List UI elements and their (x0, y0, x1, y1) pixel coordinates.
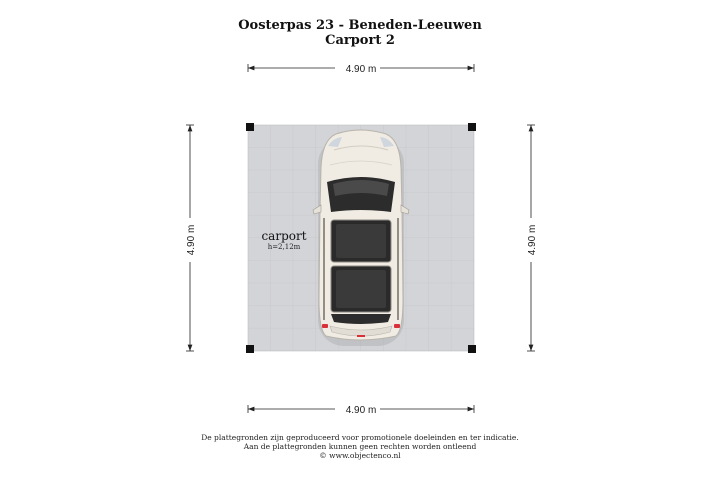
dimension-left (186, 125, 197, 351)
disclaimer-line-1: De plattegronden zijn geproduceerd voor promotionele doeleinden en ter indicatie. (201, 433, 519, 442)
column-bottom-right (468, 345, 476, 353)
dimension-left-label: 4.90 m (186, 224, 197, 256)
column-top-right (468, 123, 476, 131)
room-name: carport (261, 229, 307, 243)
dimension-right (527, 125, 538, 351)
column-bottom-left (246, 345, 254, 353)
dimension-bottom (248, 405, 474, 416)
dimension-top-label: 4.90 m (345, 64, 377, 75)
dimension-top (248, 64, 474, 75)
plan-subtitle: Carport 2 (325, 33, 395, 48)
copyright-line: © www.objectenco.nl (319, 451, 401, 460)
dimension-bottom-label: 4.90 m (345, 405, 377, 416)
disclaimer-line-2: Aan de plattegronden kunnen geen rechten worden ontleend (243, 442, 477, 451)
plan-title: Oosterpas 23 - Beneden-Leeuwen (238, 18, 482, 33)
car-topview-icon (313, 130, 409, 346)
room-height: h=2,12m (267, 243, 301, 251)
column-top-left (246, 123, 254, 131)
dimension-right-label: 4.90 m (527, 224, 538, 256)
